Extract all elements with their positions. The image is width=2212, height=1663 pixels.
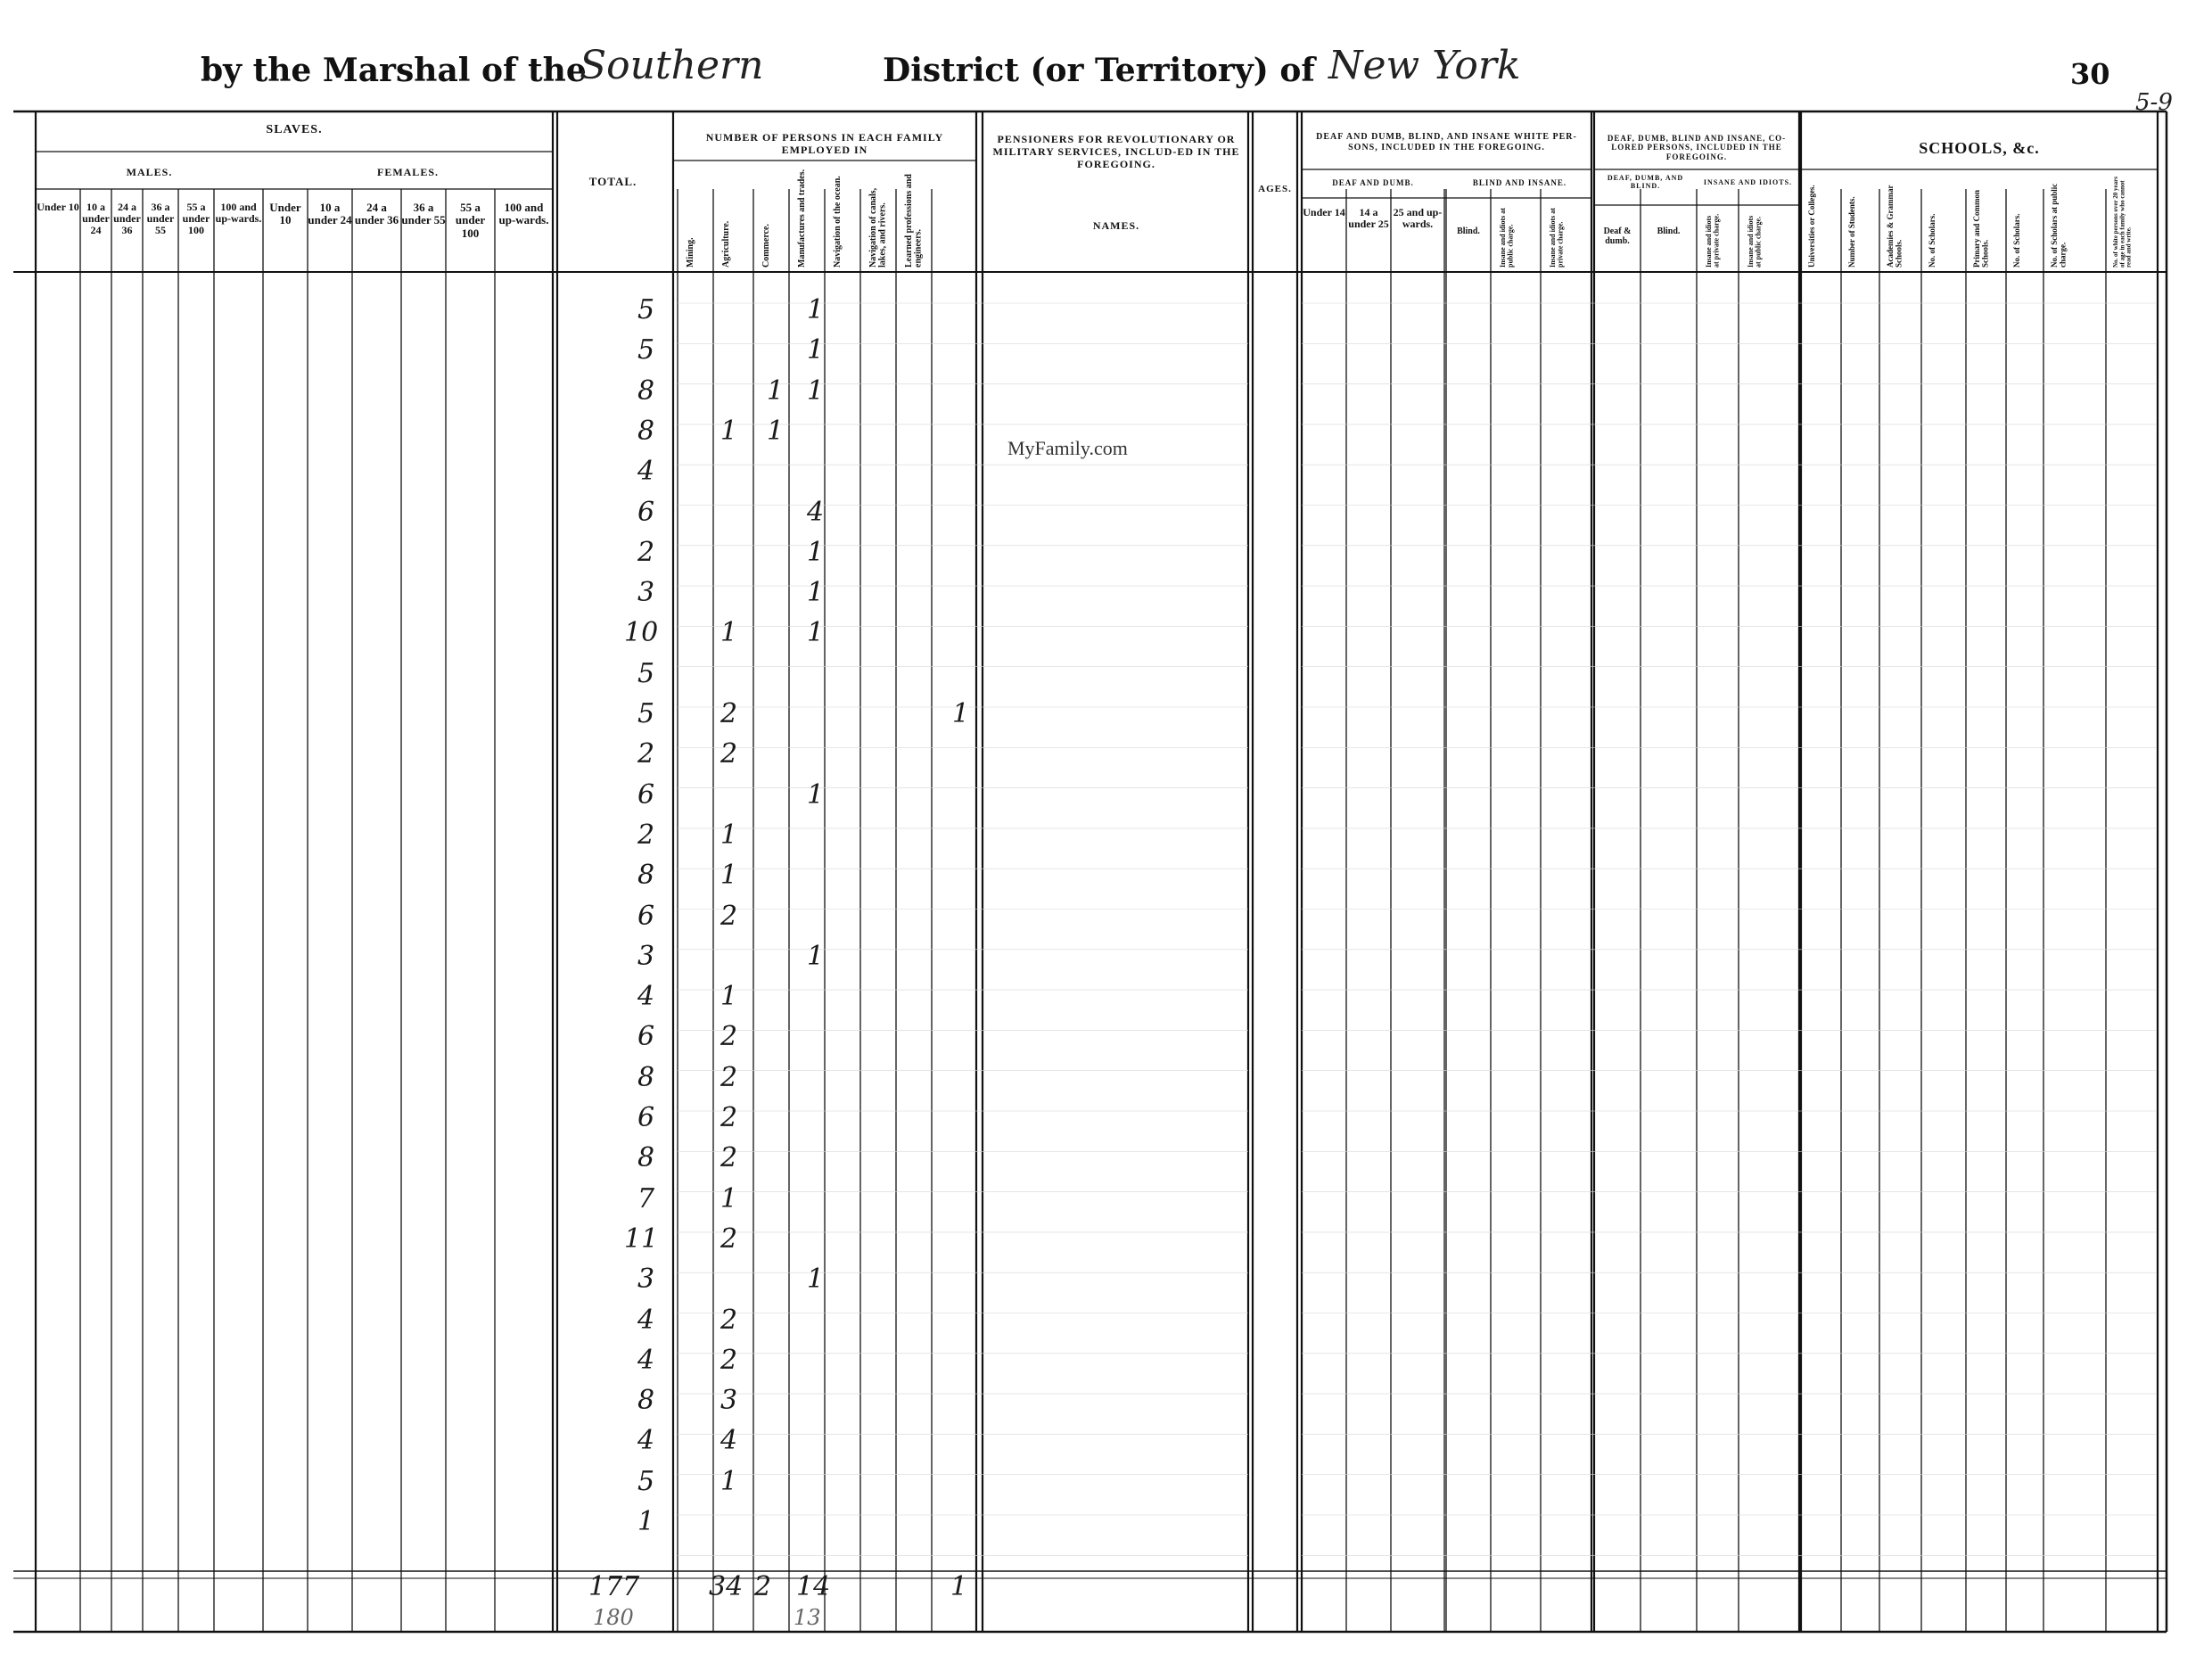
total-sum-corrected: 180 xyxy=(593,1605,634,1630)
agriculture-entry: 2 xyxy=(720,1021,738,1053)
names-title: NAMES. xyxy=(1092,219,1140,232)
deaf-dumb-blind-title: DEAF, DUMB, AND BLIND. xyxy=(1607,174,1684,190)
school-col-header: No. of Scholars. xyxy=(1928,213,1937,268)
agriculture-entry: 4 xyxy=(720,1425,738,1457)
female-col-header: 24 a under 36 xyxy=(354,201,399,227)
female-col-header: Under 10 xyxy=(269,201,301,227)
deaf-white-col-header: 25 and up-wards. xyxy=(1393,206,1443,231)
header-middle: District (or Territory) of xyxy=(883,52,1315,89)
total-entry: 8 xyxy=(637,1385,655,1417)
agriculture-entry: 2 xyxy=(720,1061,738,1093)
agriculture-entry: 2 xyxy=(720,738,738,770)
agriculture-entry: 1 xyxy=(720,819,738,851)
manufactures-entry: 1 xyxy=(807,617,825,649)
manufactures-entry: 1 xyxy=(807,294,825,325)
total-sum: 177 xyxy=(588,1571,640,1602)
deaf-dumb-title: DEAF AND DUMB. xyxy=(1332,178,1414,187)
agriculture-entry: 2 xyxy=(720,1102,738,1133)
manufactures-sum-corrected: 13 xyxy=(794,1605,821,1630)
employ-col-header: Mining. xyxy=(686,237,695,268)
blind-insane-title: BLIND AND INSANE. xyxy=(1472,178,1567,187)
school-col-header: Universities or Colleges. xyxy=(1807,185,1816,268)
manufactures-entry: 1 xyxy=(807,940,825,972)
school-col-header: Primary and Common Schools. xyxy=(1972,190,1990,268)
male-col-header: 10 a under 24 xyxy=(82,201,110,237)
male-col-header: 36 a under 55 xyxy=(146,201,175,237)
total-entry: 4 xyxy=(637,1425,655,1457)
employed-title: NUMBER OF PERSONS IN EACH FAMILY EMPLOYED IN xyxy=(705,131,944,156)
male-col-header: 100 and up-wards. xyxy=(215,201,262,226)
total-entry: 8 xyxy=(637,415,655,447)
female-col-header: 10 a under 24 xyxy=(308,201,352,227)
schools-title: SCHOOLS, &c. xyxy=(1919,139,2040,157)
total-entry: 8 xyxy=(637,375,655,407)
agriculture-entry: 1 xyxy=(720,1182,738,1214)
total-entry: 3 xyxy=(637,940,655,972)
total-entry: 10 xyxy=(624,617,659,649)
learned-sum: 1 xyxy=(950,1571,968,1602)
total-entry: 2 xyxy=(637,819,655,851)
deaf-white-title: DEAF AND DUMB, BLIND, AND INSANE WHITE PER-SONS, INCLUDED IN THE FOREGOING. xyxy=(1316,132,1577,152)
deaf-colored-title: DEAF, DUMB, BLIND AND INSANE, CO-LORED PERSONS, INCLUDED IN THE FOREGOING. xyxy=(1607,134,1787,161)
manufactures-entry: 1 xyxy=(807,375,825,407)
agriculture-sum: 34 xyxy=(709,1571,744,1602)
total-entry: 7 xyxy=(637,1182,655,1214)
agriculture-entry: 2 xyxy=(720,1304,738,1336)
manufactures-entry: 1 xyxy=(807,778,825,811)
agriculture-entry: 1 xyxy=(720,1465,738,1497)
manufactures-entry: 1 xyxy=(807,1264,825,1296)
male-col-header: 55 a under 100 xyxy=(182,201,210,237)
employ-col-header: Agriculture. xyxy=(721,220,731,268)
total-entry: 4 xyxy=(637,981,655,1013)
colored-col-header: Blind. xyxy=(1657,226,1681,236)
commerce-entry: 1 xyxy=(767,415,785,447)
insane-col-header: Insane and idiots at public charge. xyxy=(1499,208,1515,268)
employ-col-header: Navigation of the ocean. xyxy=(833,176,843,268)
total-entry: 11 xyxy=(624,1223,659,1255)
total-entry: 4 xyxy=(637,456,655,488)
agriculture-entry: 3 xyxy=(720,1385,738,1417)
total-entry: 5 xyxy=(637,1465,655,1497)
total-entry: 5 xyxy=(637,657,655,689)
header-prefix: by the Marshal of the xyxy=(201,52,587,89)
stamp-number: 5-9 xyxy=(2135,89,2173,116)
employ-col-header: Learned professions and engineers. xyxy=(904,174,924,268)
male-col-header: Under 10 xyxy=(37,201,79,213)
manufactures-entry: 1 xyxy=(807,577,825,609)
male-col-header: 24 a under 36 xyxy=(113,201,141,237)
learned-entry: 1 xyxy=(952,698,970,729)
total-entry: 3 xyxy=(637,1264,655,1296)
colored-col-header: Deaf & dumb. xyxy=(1603,226,1632,246)
insane-idiots-title: INSANE AND IDIOTS. xyxy=(1703,178,1793,186)
female-col-header: 55 a under 100 xyxy=(455,201,486,240)
total-entry: 2 xyxy=(637,738,655,770)
deaf-white-col-header: 14 a under 25 xyxy=(1348,206,1389,231)
total-entry: 5 xyxy=(637,334,655,366)
female-col-header: 100 and up-wards. xyxy=(498,201,549,227)
total-entry: 8 xyxy=(637,1142,655,1174)
total-entry: 6 xyxy=(637,900,655,932)
school-col-header: Academies & Grammar Schools. xyxy=(1886,185,1904,268)
males-title: MALES. xyxy=(126,166,173,178)
total-entry: 6 xyxy=(637,1021,655,1053)
total-entry: 1 xyxy=(637,1506,655,1537)
agriculture-entry: 2 xyxy=(720,1344,738,1376)
females-title: FEMALES. xyxy=(376,166,439,178)
total-entry: 4 xyxy=(637,1344,655,1376)
agriculture-entry: 2 xyxy=(720,698,738,729)
manufactures-entry: 1 xyxy=(807,334,825,366)
total-entry: 6 xyxy=(637,496,655,528)
deaf-white-col-header: Under 14 xyxy=(1303,206,1345,218)
commerce-sum: 2 xyxy=(754,1571,772,1602)
agriculture-entry: 2 xyxy=(720,1223,738,1255)
total-entry: 3 xyxy=(637,577,655,609)
school-col-header: Number of Students. xyxy=(1847,196,1856,268)
employ-col-header: Commerce. xyxy=(761,224,771,268)
insane-col-header: Insane and idiots at private charge. xyxy=(1549,208,1565,268)
agriculture-entry: 2 xyxy=(720,900,738,932)
page-number: 30 xyxy=(2070,57,2110,91)
employ-col-header: Manufactures and trades. xyxy=(797,169,807,268)
agriculture-entry: 1 xyxy=(720,860,738,892)
total-entry: 6 xyxy=(637,778,655,811)
insane-idiots-col-header: Insane and idiots at private charge. xyxy=(1705,213,1721,268)
agriculture-entry: 2 xyxy=(720,1142,738,1174)
manufactures-sum: 14 xyxy=(796,1571,831,1602)
agriculture-entry: 1 xyxy=(720,415,738,447)
header-district: Southern xyxy=(580,43,764,88)
manufactures-entry: 4 xyxy=(807,496,825,528)
female-col-header: 36 a under 55 xyxy=(401,201,446,227)
header-state: New York xyxy=(1328,43,1521,88)
total-entry: 8 xyxy=(637,860,655,892)
total-entry: 4 xyxy=(637,1304,655,1336)
agriculture-entry: 1 xyxy=(720,981,738,1013)
total-entry: 8 xyxy=(637,1061,655,1093)
school-col-header: No. of white persons over 20 years of age in each family who cannot read and write. xyxy=(2112,177,2133,268)
insane-idiots-col-header: Insane and idiots at public charge. xyxy=(1747,215,1763,268)
school-col-header: No. of Scholars at public charge. xyxy=(2050,183,2068,268)
total-entry: 5 xyxy=(637,294,655,325)
total-entry: 5 xyxy=(637,698,655,729)
slaves-title: SLAVES. xyxy=(266,123,323,136)
employ-col-header: Navigation of canals, lakes, and rivers. xyxy=(868,187,888,268)
ages-title: AGES. xyxy=(1258,184,1292,194)
manufactures-entry: 1 xyxy=(807,536,825,568)
blind-col-header: Blind. xyxy=(1457,226,1480,236)
total-entry: 2 xyxy=(637,536,655,568)
total-entry: 6 xyxy=(637,1102,655,1133)
pensioners-title: PENSIONERS FOR REVOLUTIONARY OR MILITARY SERVICES, INCLUD-ED IN THE FOREGOING. xyxy=(992,133,1240,170)
agriculture-entry: 1 xyxy=(720,617,738,649)
school-col-header: No. of Scholars. xyxy=(2012,213,2021,268)
total-title: TOTAL. xyxy=(588,175,637,188)
watermark-label: MyFamily.com xyxy=(1007,437,1128,459)
commerce-entry: 1 xyxy=(767,375,785,407)
